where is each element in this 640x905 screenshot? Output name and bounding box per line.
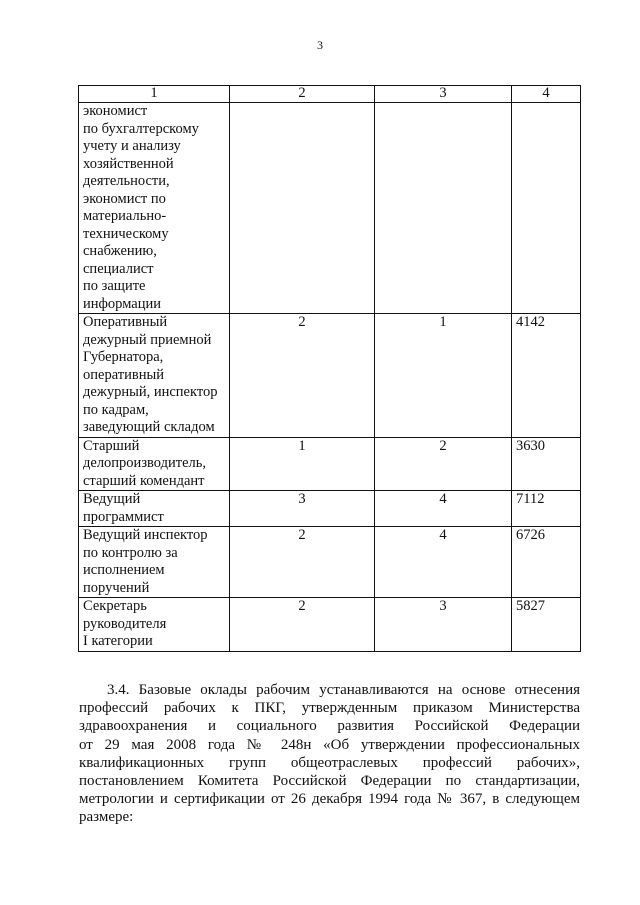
position-cell bbox=[79, 437, 230, 491]
position-text-line: деятельности, bbox=[83, 173, 170, 189]
position-text-line: Старший bbox=[83, 437, 140, 454]
table-body bbox=[79, 103, 581, 652]
position-cell bbox=[79, 527, 230, 598]
position-text-line: по защите bbox=[83, 278, 146, 294]
column-2-cell: 3 bbox=[230, 491, 375, 527]
column-header-1: 1 bbox=[79, 86, 230, 103]
position-text-line: Ведущий инспектор bbox=[83, 527, 208, 543]
position-cell bbox=[79, 314, 230, 438]
salary-table bbox=[78, 85, 581, 652]
column-4-cell: 4142 bbox=[512, 314, 581, 438]
position-text-line: заведующий складом bbox=[83, 419, 215, 435]
column-3-cell: 2 bbox=[375, 437, 512, 491]
paragraph-line: здравоохранения и социального развития Российской Федерации bbox=[79, 718, 580, 735]
column-2-cell: 2 bbox=[230, 598, 375, 652]
table-row bbox=[79, 527, 581, 598]
position-text-line: экономист по bbox=[83, 190, 166, 207]
paragraph-line: квалификационных групп общеотраслевых профессий рабочих», bbox=[79, 754, 580, 771]
position-text-line: дежурный приемной bbox=[83, 331, 212, 348]
paragraph-line: метрологии и сертификации от 26 декабря 1994 года № 367, в следующем bbox=[79, 791, 580, 808]
section-3-4-paragraph bbox=[79, 681, 580, 827]
position-text-line: экономист bbox=[83, 103, 148, 119]
position-text-line: специалист bbox=[83, 260, 154, 277]
position-text-line: I категории bbox=[83, 633, 153, 649]
position-text-line: программист bbox=[83, 508, 164, 525]
position-cell bbox=[79, 103, 230, 314]
position-text-line: по контролю за bbox=[83, 544, 178, 561]
column-3-cell: 4 bbox=[375, 527, 512, 598]
column-3-cell bbox=[375, 103, 512, 314]
position-text-line: учету и анализу bbox=[83, 138, 181, 154]
column-3-cell: 1 bbox=[375, 314, 512, 438]
position-text-line: хозяйственной bbox=[83, 155, 174, 172]
table-row bbox=[79, 598, 581, 652]
table-header-row bbox=[79, 86, 581, 103]
table-row bbox=[79, 437, 581, 491]
position-text-line: Ведущий bbox=[83, 491, 141, 507]
column-2-cell: 1 bbox=[230, 437, 375, 491]
paragraph-line: размере: bbox=[79, 809, 134, 826]
paragraph-line: от 29 мая 2008 года № 248н «Об утверждении профессиональных bbox=[79, 736, 580, 753]
position-text-line: Секретарь bbox=[83, 598, 147, 614]
position-cell bbox=[79, 598, 230, 652]
position-text-line: Оперативный bbox=[83, 314, 168, 330]
position-text-line: дежурный, инспектор bbox=[83, 384, 218, 400]
position-text-line: руководителя bbox=[83, 615, 167, 632]
column-4-cell bbox=[512, 103, 581, 314]
paragraph-line: 3.4. Базовые оклады рабочим устанавливаются на основе отнесения bbox=[107, 682, 580, 698]
column-4-cell: 6726 bbox=[512, 527, 581, 598]
paragraph-line: профессий рабочих к ПКГ, утвержденным приказом Министерства bbox=[79, 700, 580, 717]
column-2-cell: 2 bbox=[230, 527, 375, 598]
column-header-2: 2 bbox=[230, 86, 375, 103]
column-4-cell: 5827 bbox=[512, 598, 581, 652]
position-cell bbox=[79, 491, 230, 527]
column-2-cell: 2 bbox=[230, 314, 375, 438]
position-text-line: поручений bbox=[83, 579, 150, 596]
position-text-line: снабжению, bbox=[83, 243, 157, 259]
column-4-cell: 3630 bbox=[512, 437, 581, 491]
column-header-3: 3 bbox=[375, 86, 512, 103]
column-header-4: 4 bbox=[512, 86, 581, 103]
table-row bbox=[79, 314, 581, 438]
position-text-line: делопроизводитель, bbox=[83, 455, 207, 471]
position-text-line: по бухгалтерскому bbox=[83, 120, 199, 137]
position-text-line: Губернатора, bbox=[83, 349, 164, 365]
column-3-cell: 4 bbox=[375, 491, 512, 527]
table-row bbox=[79, 103, 581, 314]
position-text-line: техническому bbox=[83, 225, 169, 242]
paragraph-line: постановлением Комитета Российской Федерации по стандартизации, bbox=[79, 773, 580, 790]
position-text-line: информации bbox=[83, 295, 161, 312]
position-text-line: оперативный bbox=[83, 366, 164, 383]
column-4-cell: 7112 bbox=[512, 491, 581, 527]
position-text-line: исполнением bbox=[83, 562, 165, 578]
position-text-line: материально- bbox=[83, 208, 167, 224]
position-text-line: старший комендант bbox=[83, 472, 205, 489]
page-number: 3 bbox=[317, 38, 323, 52]
column-2-cell bbox=[230, 103, 375, 314]
position-text-line: по кадрам, bbox=[83, 401, 149, 418]
column-3-cell: 3 bbox=[375, 598, 512, 652]
table-row bbox=[79, 491, 581, 527]
